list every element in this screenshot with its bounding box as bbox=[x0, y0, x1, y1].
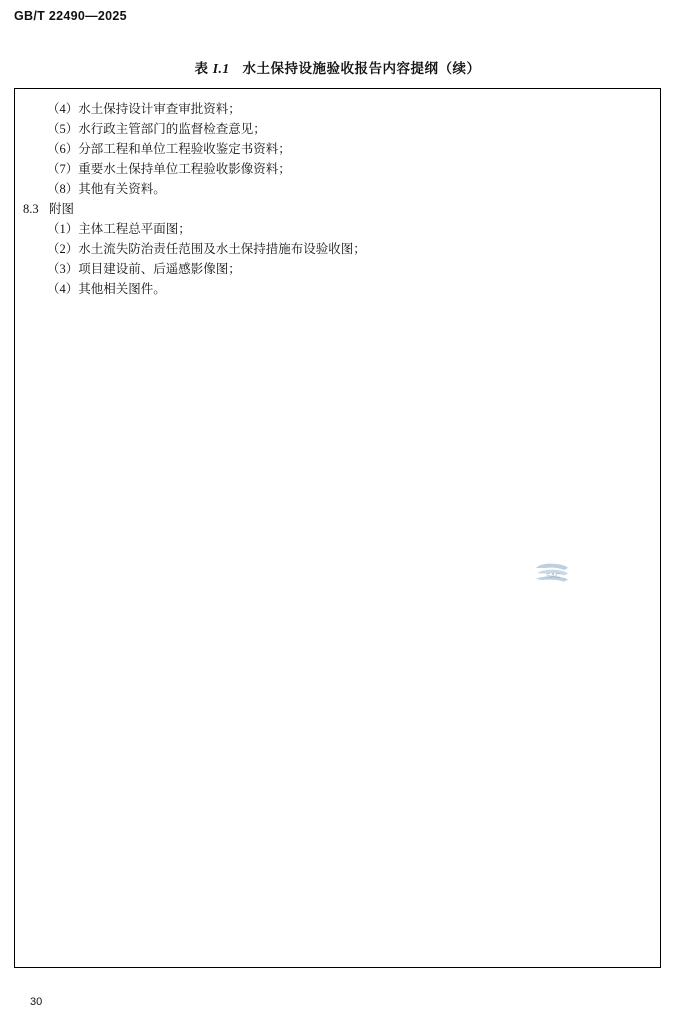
standard-code-header: GB/T 22490—2025 bbox=[14, 9, 127, 23]
list-item: （6）分部工程和单位工程验收鉴定书资料； bbox=[47, 142, 291, 156]
svg-text:SAC: SAC bbox=[546, 573, 561, 580]
list-item: （1）主体工程总平面图； bbox=[47, 222, 191, 236]
section-heading bbox=[15, 199, 660, 219]
list-item: （4）水土保持设计审查审批资料； bbox=[47, 102, 241, 116]
section-number: 8.3 bbox=[23, 202, 39, 216]
content-table-box bbox=[14, 88, 661, 968]
sac-watermark-icon bbox=[534, 562, 570, 588]
list-item: （5）水行政主管部门的监督检查意见； bbox=[47, 122, 266, 136]
list-item: （4）其他相关图件。 bbox=[47, 282, 166, 296]
section-title: 附图 bbox=[49, 202, 75, 216]
table-caption-number: I.1 bbox=[212, 61, 230, 76]
list-item: （2）水土流失防治责任范围及水土保持措施布设验收图； bbox=[47, 242, 366, 256]
table-caption-text: 水土保持设施验收报告内容提纲（续） bbox=[242, 61, 481, 76]
list-item: （3）项目建设前、后遥感影像图； bbox=[47, 262, 241, 276]
list-item: （7）重要水土保持单位工程验收影像资料； bbox=[47, 162, 291, 176]
page-number: 30 bbox=[30, 996, 43, 1008]
list-item: （8）其他有关资料。 bbox=[47, 182, 166, 196]
table-caption-prefix: 表 bbox=[194, 61, 209, 76]
table-caption bbox=[0, 57, 675, 77]
content-lines bbox=[15, 89, 660, 299]
